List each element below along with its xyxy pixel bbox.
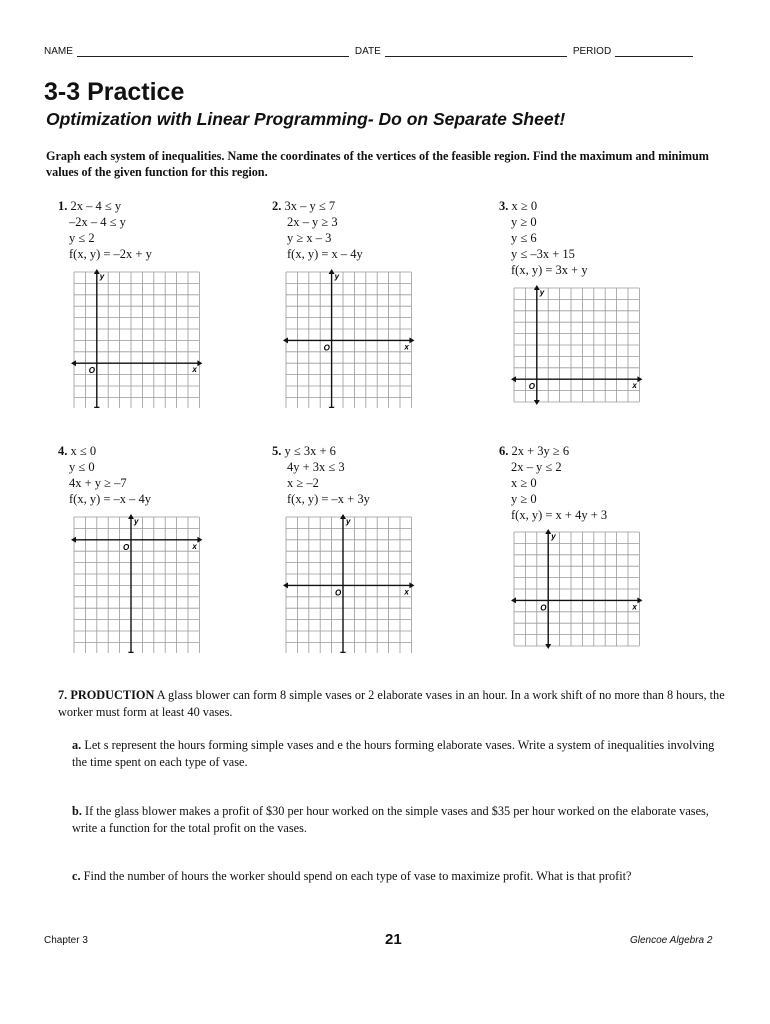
coordinate-grid-5[interactable] bbox=[282, 513, 420, 653]
question-7b bbox=[72, 803, 732, 837]
problem-6 bbox=[499, 443, 607, 523]
problem-function: f(x, y) = x – 4y bbox=[287, 247, 363, 261]
x-arrow-left bbox=[283, 337, 288, 343]
problem-line: 2x + 3y ≥ 6 bbox=[511, 444, 570, 458]
instructions: Graph each system of inequalities. Name the coordinates of the vertices of the feasible region. Find the maximum and minimum values of the given function for this region. bbox=[46, 149, 709, 179]
problem-line: y ≥ x – 3 bbox=[287, 231, 332, 245]
y-arrow-down bbox=[545, 644, 551, 649]
problem-1 bbox=[58, 198, 152, 262]
x-arrow-right bbox=[409, 582, 414, 588]
coordinate-grid-2[interactable] bbox=[282, 268, 420, 408]
part-text: If the glass blower makes a profit of $30 per hour worked on the simple vases and $35 per hour worked on the elaborate vases, write a function for the total profit on the vases. bbox=[72, 804, 709, 835]
y-axis-label: y bbox=[346, 517, 351, 526]
question-7c bbox=[72, 868, 732, 885]
coordinate-grid-1[interactable] bbox=[70, 268, 208, 408]
problem-number: 6. bbox=[499, 444, 509, 458]
problem-function: f(x, y) = 3x + y bbox=[511, 263, 588, 277]
part-text: Find the number of hours the worker should spend on each type of vase to maximize profit. What is that profit? bbox=[83, 869, 632, 883]
period-label: PERIOD bbox=[572, 46, 612, 57]
problem-line: x ≥ 0 bbox=[511, 199, 538, 213]
problem-number: 4. bbox=[58, 444, 68, 458]
y-arrow-down bbox=[128, 652, 134, 653]
y-axis-label: y bbox=[99, 272, 105, 281]
origin-label: O bbox=[123, 542, 130, 552]
problem-line: x ≤ 0 bbox=[70, 444, 97, 458]
problem-line: 4y + 3x ≤ 3 bbox=[287, 460, 345, 474]
problem-number: 1. bbox=[58, 199, 68, 213]
part-label: b. bbox=[72, 804, 82, 818]
coordinate-grid-4[interactable] bbox=[70, 513, 208, 653]
y-arrow-down bbox=[94, 407, 100, 408]
y-axis-label: y bbox=[334, 272, 340, 281]
problem-line: y ≤ –3x + 15 bbox=[511, 247, 575, 261]
problem-function: f(x, y) = –x – 4y bbox=[69, 492, 152, 506]
part-text: Let s represent the hours forming simple vases and e the hours forming elaborate vases. Write a system of inequalities involving the time spent on each type of vase. bbox=[72, 738, 715, 769]
question-7 bbox=[58, 687, 730, 721]
name-field[interactable] bbox=[77, 47, 349, 57]
problem-line: x ≥ –2 bbox=[287, 476, 319, 490]
x-arrow-left bbox=[511, 376, 516, 382]
origin-label: O bbox=[88, 366, 96, 376]
x-axis-label: x bbox=[404, 342, 409, 352]
name-label: NAME bbox=[44, 46, 73, 57]
problem-number: 3. bbox=[499, 199, 509, 213]
x-arrow-right bbox=[197, 537, 202, 543]
problem-line: 3x – y ≤ 7 bbox=[284, 199, 336, 213]
origin-label: O bbox=[335, 588, 342, 598]
footer-book: Glencoe Algebra 2 bbox=[630, 935, 713, 946]
x-arrow-left bbox=[511, 597, 516, 603]
x-axis-label: x bbox=[404, 587, 409, 597]
origin-label: O bbox=[323, 343, 330, 353]
problem-line: y ≥ 0 bbox=[511, 492, 537, 506]
y-arrow-down bbox=[340, 652, 346, 653]
grid-lines bbox=[74, 272, 199, 408]
x-axis-label: x bbox=[192, 541, 197, 551]
problem-5 bbox=[272, 443, 370, 507]
x-arrow-right bbox=[409, 337, 414, 343]
question-heading: PRODUCTION bbox=[70, 688, 155, 702]
page-subtitle: Optimization with Linear Programming- Do on Separate Sheet! bbox=[46, 109, 566, 129]
problem-2 bbox=[272, 198, 363, 262]
student-info-header bbox=[44, 46, 724, 57]
problem-3 bbox=[499, 198, 588, 278]
origin-label: O bbox=[540, 603, 547, 613]
problem-line: y ≤ 2 bbox=[69, 231, 95, 245]
x-arrow-right bbox=[637, 597, 642, 603]
x-arrow-left bbox=[71, 360, 76, 366]
page-number: 21 bbox=[385, 931, 402, 948]
date-field[interactable] bbox=[385, 47, 567, 57]
question-number: 7. bbox=[58, 688, 68, 702]
problem-line: x ≥ 0 bbox=[511, 476, 537, 490]
x-arrow-right bbox=[637, 376, 642, 382]
problem-number: 5. bbox=[272, 444, 282, 458]
y-axis-label: y bbox=[551, 532, 556, 541]
problem-line: y ≤ 3x + 6 bbox=[284, 444, 336, 458]
x-arrow-left bbox=[71, 537, 76, 543]
problem-function: f(x, y) = –2x + y bbox=[69, 247, 152, 261]
y-axis-label: y bbox=[134, 517, 139, 526]
period-field[interactable] bbox=[615, 47, 693, 57]
problem-line: y ≤ 0 bbox=[69, 460, 95, 474]
date-label: DATE bbox=[354, 46, 381, 57]
problem-line: y ≤ 6 bbox=[511, 231, 537, 245]
x-axis-label: x bbox=[632, 381, 637, 391]
x-arrow-right bbox=[197, 360, 202, 366]
problem-line: 2x – 4 ≤ y bbox=[70, 199, 122, 213]
problem-line: 2x – y ≤ 2 bbox=[511, 460, 562, 474]
question-text: A glass blower can form 8 simple vases or 2 elaborate vases in an hour. In a work shift of no more than 8 hours, the worker must form at least 40 vases. bbox=[58, 688, 725, 719]
y-axis-label: y bbox=[539, 288, 545, 297]
problem-4 bbox=[58, 443, 151, 507]
problem-line: 2x – y ≥ 3 bbox=[287, 215, 338, 229]
problem-line: –2x – 4 ≤ y bbox=[69, 215, 126, 229]
grid-lines bbox=[74, 517, 199, 653]
x-axis-label: x bbox=[192, 365, 197, 375]
x-axis-label: x bbox=[632, 602, 637, 612]
page-title: 3-3 Practice bbox=[44, 78, 185, 106]
footer-chapter: Chapter 3 bbox=[44, 935, 88, 946]
x-arrow-left bbox=[283, 582, 288, 588]
problem-line: y ≥ 0 bbox=[511, 215, 537, 229]
y-arrow-down bbox=[329, 407, 335, 408]
problem-function: f(x, y) = –x + 3y bbox=[287, 492, 370, 506]
y-arrow-down bbox=[534, 400, 540, 405]
part-label: c. bbox=[72, 869, 81, 883]
origin-label: O bbox=[528, 382, 536, 392]
grid-lines bbox=[514, 532, 639, 646]
problem-line: 4x + y ≥ –7 bbox=[69, 476, 127, 490]
coordinate-grid-6[interactable] bbox=[510, 528, 648, 652]
problem-number: 2. bbox=[272, 199, 282, 213]
coordinate-grid-3[interactable] bbox=[510, 284, 648, 408]
problem-function: f(x, y) = x + 4y + 3 bbox=[511, 508, 608, 522]
question-7a bbox=[72, 737, 732, 771]
part-label: a. bbox=[72, 738, 82, 752]
